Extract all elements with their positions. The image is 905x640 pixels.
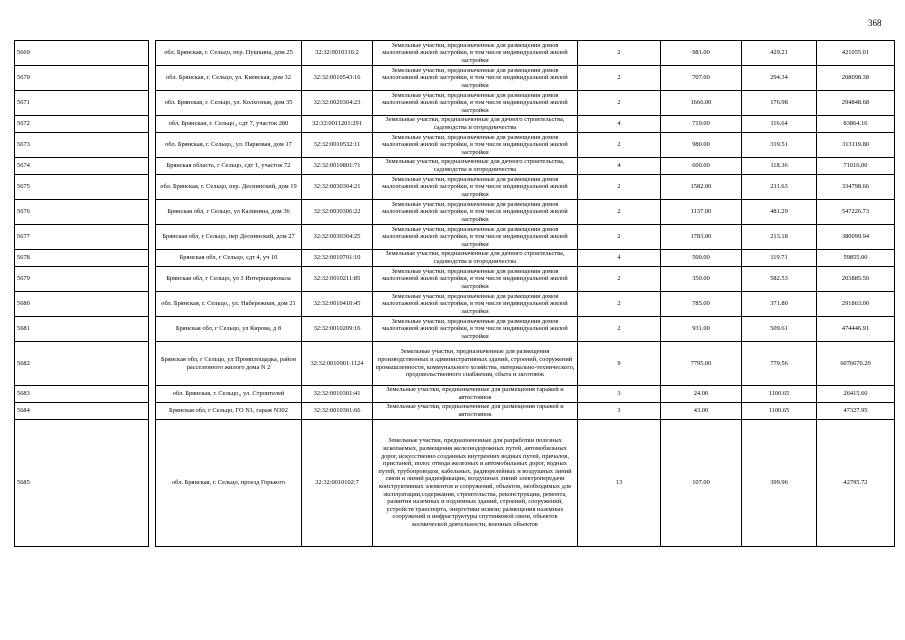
cadastral-number-cell: 32:32:0010901:1124 (302, 342, 373, 386)
rate-cell: 116.64 (742, 116, 817, 133)
column-gap (149, 200, 156, 225)
land-use-cell: Земельные участки, предназначенные для размещения гаражей и автостоянок (373, 403, 578, 420)
land-use-cell: Земельные участки, предназначенные для размещения домов малоэтажной жилой застройки, в том числе индивидуальной жилой застройки (373, 175, 578, 200)
row-number: 5685 (15, 420, 149, 547)
table-row (15, 342, 895, 386)
cadastral-number-cell: 32:32:0010532:11 (302, 133, 373, 158)
land-use-cell: Земельные участки, предназначенные для дачного строительства, садоводства и огородничества (373, 158, 578, 175)
group-cell: 9 (578, 342, 661, 386)
land-registry-table (14, 40, 895, 547)
cadastral-value-cell: 421055.01 (817, 41, 895, 66)
group-cell: 2 (578, 317, 661, 342)
cadastral-value-cell: 71016.00 (817, 158, 895, 175)
cadastral-value-cell: 47327.95 (817, 403, 895, 420)
cadastral-value-cell: 6076670.20 (817, 342, 895, 386)
area-cell: 707.00 (661, 66, 742, 91)
rate-cell: 176.98 (742, 91, 817, 116)
group-cell: 2 (578, 41, 661, 66)
area-cell: 107.00 (661, 420, 742, 547)
group-cell: 4 (578, 158, 661, 175)
column-gap (149, 342, 156, 386)
rate-cell: 582.53 (742, 267, 817, 292)
table-row (15, 267, 895, 292)
rate-cell: 779.56 (742, 342, 817, 386)
area-cell: 931.00 (661, 317, 742, 342)
row-number: 5678 (15, 250, 149, 267)
land-use-cell: Земельные участки, предназначенные для размещения гаражей и автостоянок (373, 386, 578, 403)
address-cell: Брянская обл, г Сельцо, сдт 4, уч 10 (156, 250, 302, 267)
row-number: 5682 (15, 342, 149, 386)
land-use-cell: Земельные участки, предназначенные для размещения производственных и административных зданий, строений, сооружений промышленности, коммунального хозяйства, материально-технического, продовольственного снабжения, сбыта и заготовок (373, 342, 578, 386)
column-gap (149, 403, 156, 420)
cadastral-number-cell: 32:32:0010543:16 (302, 66, 373, 91)
row-number: 5670 (15, 66, 149, 91)
cadastral-number-cell: 32:32:0010102:7 (302, 420, 373, 547)
area-cell: 980.00 (661, 133, 742, 158)
cadastral-value-cell: 42795.72 (817, 420, 895, 547)
rate-cell: 429.21 (742, 41, 817, 66)
row-number: 5681 (15, 317, 149, 342)
address-cell: обл. Брянская, г. Сельцо,, ул. Набережная, дом 21 (156, 292, 302, 317)
group-cell: 2 (578, 267, 661, 292)
rate-cell: 213.18 (742, 225, 817, 250)
group-cell: 2 (578, 91, 661, 116)
table-row (15, 292, 895, 317)
land-use-cell: Земельные участки, предназначенные для размещения домов малоэтажной жилой застройки, в том числе индивидуальной жилой застройки (373, 91, 578, 116)
area-cell: 24.00 (661, 386, 742, 403)
column-gap (149, 41, 156, 66)
table-row (15, 116, 895, 133)
address-cell: обл. Брянская, г. Сельцо,, ул. Парковая, дом 17 (156, 133, 302, 158)
rate-cell: 118.36 (742, 158, 817, 175)
address-cell: Брянская обл, г Сельцо, ул Кирова, д 8 (156, 317, 302, 342)
row-number: 5679 (15, 267, 149, 292)
group-cell: 3 (578, 403, 661, 420)
column-gap (149, 267, 156, 292)
land-use-cell: Земельные участки, предназначенные для дачного строительства, садоводства и огородничества (373, 116, 578, 133)
row-number: 5684 (15, 403, 149, 420)
land-use-cell: Земельные участки, предназначенные для размещения домов малоэтажной жилой застройки, в том числе индивидуальной жилой застройки (373, 41, 578, 66)
cadastral-value-cell: 83864.16 (817, 116, 895, 133)
rate-cell: 294.34 (742, 66, 817, 91)
column-gap (149, 386, 156, 403)
area-cell: 719.00 (661, 116, 742, 133)
column-gap (149, 250, 156, 267)
group-cell: 2 (578, 292, 661, 317)
rate-cell: 1100.65 (742, 386, 817, 403)
cadastral-value-cell: 380099.94 (817, 225, 895, 250)
land-use-cell: Земельные участки, предназначенные для размещения домов малоэтажной жилой застройки, в том числе индивидуальной жилой застройки (373, 225, 578, 250)
cadastral-number-cell: 32:32:0030304:25 (302, 225, 373, 250)
cadastral-number-cell: 32:32:0011201:291 (302, 116, 373, 133)
cadastral-value-cell: 334798.66 (817, 175, 895, 200)
column-gap (149, 317, 156, 342)
column-gap (149, 133, 156, 158)
row-number: 5671 (15, 91, 149, 116)
address-cell: обл. Брянская, г. Сельцо,, ул. Строителей (156, 386, 302, 403)
group-cell: 2 (578, 175, 661, 200)
area-cell: 43.00 (661, 403, 742, 420)
group-cell: 2 (578, 225, 661, 250)
rate-cell: 319.51 (742, 133, 817, 158)
address-cell: Брянская область, г Сельцо, сдт 1, участок 72 (156, 158, 302, 175)
rate-cell: 481.29 (742, 200, 817, 225)
rate-cell: 509.61 (742, 317, 817, 342)
cadastral-value-cell: 203885.50 (817, 267, 895, 292)
area-cell: 500.00 (661, 250, 742, 267)
land-use-cell: Земельные участки, предназначенные для размещения домов малоэтажной жилой застройки, в том числе индивидуальной жилой застройки (373, 200, 578, 225)
rate-cell: 399.96 (742, 420, 817, 547)
row-number: 5674 (15, 158, 149, 175)
row-number: 5675 (15, 175, 149, 200)
cadastral-value-cell: 291863.00 (817, 292, 895, 317)
area-cell: 1783.00 (661, 225, 742, 250)
cadastral-number-cell: 32:32:0010410:45 (302, 292, 373, 317)
row-number: 5673 (15, 133, 149, 158)
area-cell: 600.00 (661, 158, 742, 175)
group-cell: 2 (578, 200, 661, 225)
row-number: 5672 (15, 116, 149, 133)
table-row (15, 158, 895, 175)
area-cell: 1137.00 (661, 200, 742, 225)
land-use-cell: Земельные участки, предназначенные для размещения домов малоэтажной жилой застройки, в том числе индивидуальной жилой застройки (373, 133, 578, 158)
address-cell: Брянская обл, г Сельцо, ул 3 Интернационала (156, 267, 302, 292)
address-cell: обл. Брянская, г. Сельцо, ул. Колхозная, дом 35 (156, 91, 302, 116)
address-cell: обл. Брянская, г. Сельцо,, сдт 7, участок 280 (156, 116, 302, 133)
address-cell: Брянская обл, г Сельцо, пер Деснинский, дом 27 (156, 225, 302, 250)
area-cell: 7795.00 (661, 342, 742, 386)
row-number: 5669 (15, 41, 149, 66)
row-number: 5676 (15, 200, 149, 225)
cadastral-value-cell: 474446.91 (817, 317, 895, 342)
table-row (15, 66, 895, 91)
rate-cell: 119.71 (742, 250, 817, 267)
column-gap (149, 292, 156, 317)
rate-cell: 211.63 (742, 175, 817, 200)
land-use-cell: Земельные участки, предназначенные для размещения домов малоэтажной жилой застройки, в том числе индивидуальной жилой застройки (373, 267, 578, 292)
cadastral-number-cell: 32:32:0010211:85 (302, 267, 373, 292)
cadastral-number-cell: 32:32:0010301:66 (302, 403, 373, 420)
land-use-cell: Земельные участки, предназначенные для размещения домов малоэтажной жилой застройки, в том числе индивидуальной жилой застройки (373, 66, 578, 91)
table-row (15, 317, 895, 342)
area-cell: 1666.00 (661, 91, 742, 116)
cadastral-number-cell: 32:32:0010316:2 (302, 41, 373, 66)
page-number: 368 (868, 18, 882, 28)
table-row (15, 250, 895, 267)
table-row (15, 91, 895, 116)
table-row (15, 403, 895, 420)
column-gap (149, 66, 156, 91)
group-cell: 2 (578, 133, 661, 158)
rate-cell: 1100.65 (742, 403, 817, 420)
cadastral-number-cell: 32:32:0010301:41 (302, 386, 373, 403)
table-row (15, 225, 895, 250)
column-gap (149, 225, 156, 250)
table-body (15, 41, 895, 547)
row-number: 5683 (15, 386, 149, 403)
cadastral-number-cell: 32:32:0010701:10 (302, 250, 373, 267)
address-cell: Брянская обл, г Сельцо, ул Калинина, дом 36 (156, 200, 302, 225)
address-cell: обл. Брянская, г. Сельцо, пер. Деснинский, дом 19 (156, 175, 302, 200)
row-number: 5677 (15, 225, 149, 250)
group-cell: 4 (578, 250, 661, 267)
cadastral-number-cell: 32:32:0010801:71 (302, 158, 373, 175)
rate-cell: 371.80 (742, 292, 817, 317)
cadastral-value-cell: 313119.80 (817, 133, 895, 158)
address-cell: Брянская обл, г Сельцо, ул Промплощадка, район расселенного жилого дома N 2 (156, 342, 302, 386)
column-gap (149, 175, 156, 200)
land-use-cell: Земельные участки, предназначенные для размещения домов малоэтажной жилой застройки, в том числе индивидуальной жилой застройки (373, 317, 578, 342)
address-cell: обл. Брянская, г. Сельцо, пер. Пушкина, дом 25 (156, 41, 302, 66)
table-row (15, 133, 895, 158)
land-use-cell: Земельные участки, предназначенные для разработки полезных ископаемых, размещения железнодорожных путей, автомобильных дорог, искусственно созданных внутренних водных путей, причалов, пристаней, полос отвода железных и автомобильных дорог, водных путей, трубопроводов, кабельных, радиорелейных и воздушных линий связи и линий радиофикации, воздушных линий электропередачи конструктивных элементов и сооружений, объектов, необходимых для эксплуатации,содержания, строительства, реконструкции, ремонта, развития наземных и подземных зданий, строений, сооружений, устройств транспорта, энергетики исвязи; размещения наземных сооружений и инфраструктуры спутниковой связи, объектов космической деятельности, военных объектов (373, 420, 578, 547)
row-number: 5680 (15, 292, 149, 317)
cadastral-value-cell: 59855.00 (817, 250, 895, 267)
area-cell: 350.00 (661, 267, 742, 292)
cadastral-value-cell: 26415.60 (817, 386, 895, 403)
table-row (15, 386, 895, 403)
land-use-cell: Земельные участки, предназначенные для размещения домов малоэтажной жилой застройки, в том числе индивидуальной жилой застройки (373, 292, 578, 317)
column-gap (149, 91, 156, 116)
cadastral-number-cell: 32:32:0030306:22 (302, 200, 373, 225)
cadastral-value-cell: 294848.68 (817, 91, 895, 116)
address-cell: обл. Брянская, г. Сельцо, ул. Киевская, дом 32 (156, 66, 302, 91)
cadastral-value-cell: 208098.38 (817, 66, 895, 91)
area-cell: 785.00 (661, 292, 742, 317)
table-row (15, 41, 895, 66)
column-gap (149, 116, 156, 133)
column-gap (149, 420, 156, 547)
table-row (15, 175, 895, 200)
cadastral-number-cell: 32:32:0010209:16 (302, 317, 373, 342)
group-cell: 4 (578, 116, 661, 133)
land-use-cell: Земельные участки, предназначенные для дачного строительства, садоводства и огородничества (373, 250, 578, 267)
address-cell: обл. Брянская, г. Сельцо, проезд Горького (156, 420, 302, 547)
cadastral-number-cell: 32:32:0020304:23 (302, 91, 373, 116)
table-row (15, 200, 895, 225)
cadastral-number-cell: 32:32:0030304:21 (302, 175, 373, 200)
table-row (15, 420, 895, 547)
cadastral-value-cell: 547226.73 (817, 200, 895, 225)
column-gap (149, 158, 156, 175)
area-cell: 981.00 (661, 41, 742, 66)
area-cell: 1582.00 (661, 175, 742, 200)
group-cell: 3 (578, 386, 661, 403)
group-cell: 13 (578, 420, 661, 547)
address-cell: Брянская обл, г Сельцо, ГО N1, гараж N302 (156, 403, 302, 420)
group-cell: 2 (578, 66, 661, 91)
